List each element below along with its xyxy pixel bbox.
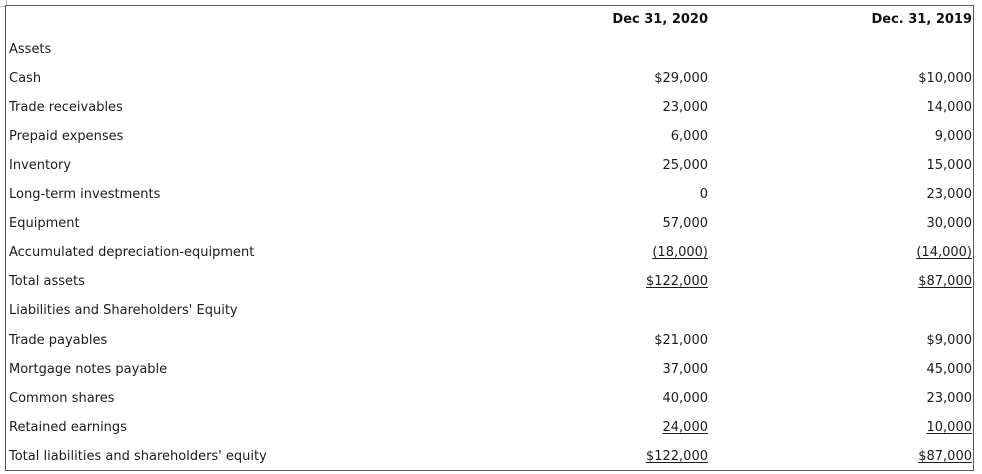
value-2019: $87,000: [918, 449, 972, 464]
value-2019: 14,000: [926, 100, 972, 115]
table-row: [6, 93, 973, 122]
value-2019: (14,000): [916, 245, 972, 260]
value-2020: 57,000: [662, 216, 708, 231]
table-row: [6, 296, 973, 325]
value-2020: 0: [699, 187, 708, 202]
row-label: Prepaid expenses: [9, 129, 124, 144]
value-2019: 15,000: [926, 158, 972, 173]
value-2020: $29,000: [654, 71, 708, 86]
row-label: Inventory: [9, 158, 72, 173]
row-label: Long-term investments: [9, 187, 161, 202]
table-row: [6, 442, 973, 471]
row-label: Equipment: [9, 216, 80, 231]
table-row: [6, 355, 973, 384]
value-2019: 30,000: [926, 216, 972, 231]
value-2020: $122,000: [645, 274, 708, 289]
value-2020: (18,000): [652, 245, 708, 260]
value-2019: 23,000: [926, 187, 972, 202]
header-dec-31-2019: Dec. 31, 2019: [871, 12, 972, 27]
value-2019: $10,000: [918, 71, 972, 86]
table-row: [6, 326, 973, 355]
row-label: Liabilities and Shareholders' Equity: [9, 303, 238, 318]
value-2020: 24,000: [662, 420, 708, 435]
value-2020: 25,000: [662, 158, 708, 173]
header-dec-31-2020: Dec 31, 2020: [612, 12, 708, 27]
value-2020: 23,000: [662, 100, 708, 115]
value-2019: 9,000: [934, 129, 972, 144]
value-2020: 37,000: [662, 362, 708, 377]
row-label: Total liabilities and shareholders' equity: [9, 449, 267, 464]
value-2020: 6,000: [670, 129, 708, 144]
balance-sheet-table: [5, 5, 974, 471]
header-row: [6, 6, 973, 35]
table-row: [6, 384, 973, 413]
row-label: Total assets: [9, 274, 85, 289]
row-label: Cash: [9, 71, 42, 86]
table-row: [6, 64, 973, 93]
table-row: [6, 35, 973, 64]
table-row: [6, 238, 973, 267]
row-label: Assets: [9, 42, 52, 57]
row-label: Trade receivables: [9, 100, 123, 115]
value-2020: $21,000: [654, 333, 708, 348]
row-label: Mortgage notes payable: [9, 362, 168, 377]
table-row: [6, 267, 973, 296]
value-2020: $122,000: [645, 449, 708, 464]
value-2019: 10,000: [926, 420, 972, 435]
row-label: Accumulated depreciation-equipment: [9, 245, 255, 260]
table-row: [6, 413, 973, 442]
value-2019: $9,000: [926, 333, 972, 348]
value-2020: 40,000: [662, 391, 708, 406]
table-row: [6, 209, 973, 238]
value-2019: 23,000: [926, 391, 972, 406]
row-label: Trade payables: [9, 333, 108, 348]
table-row: [6, 151, 973, 180]
table-row: [6, 122, 973, 151]
value-2019: 45,000: [926, 362, 972, 377]
row-label: Common shares: [9, 391, 115, 406]
row-label: Retained earnings: [9, 420, 127, 435]
value-2019: $87,000: [918, 274, 972, 289]
table-row: [6, 180, 973, 209]
